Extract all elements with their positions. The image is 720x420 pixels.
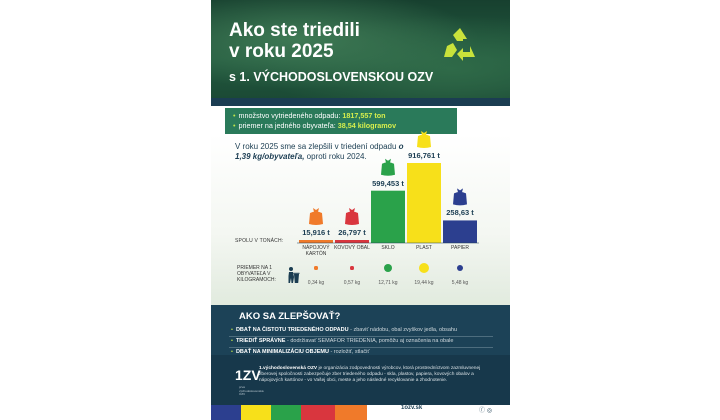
tip-rest: - zbaviť nádobu, obal zvyškov jedla, obsahu	[348, 327, 458, 333]
intro-text-1: V roku 2025 sme sa zlepšili v triedení odpadu	[235, 142, 397, 151]
tip-rest: - rozložiť, stlačiť	[328, 349, 370, 355]
bullet-icon: •	[233, 121, 236, 130]
per-capita-dot	[350, 266, 353, 269]
tip-rest: - dodržiavať SEMAFOR TRIEDENIA, pomôžu aj označenia na obale	[285, 338, 454, 344]
per-capita-dot	[314, 266, 317, 269]
instagram-icon[interactable]: ◎	[486, 408, 492, 414]
stat-average-value: 38,54 kilogramov	[337, 121, 397, 130]
bar-3	[407, 163, 441, 243]
paper-bag-icon	[453, 188, 467, 205]
website-link[interactable]: 1ozv.sk	[401, 405, 423, 411]
ozv-logo: 1ZV	[235, 367, 261, 383]
intro-bold: o 1,39 kg/obyvateľa,	[235, 142, 404, 161]
metal-bag-icon	[345, 208, 359, 225]
total-tons-label: SPOLU V TONÁCH:	[235, 238, 284, 244]
footer-brand: 1.východoslovenská OZV	[259, 366, 318, 371]
color-strip-green	[271, 405, 301, 420]
category-label: PLAST	[416, 245, 432, 251]
bar-1	[335, 240, 369, 243]
tip-correct-sorting	[231, 338, 501, 345]
title-line-2: v roku 2025	[229, 41, 334, 62]
bullet-icon: •	[231, 338, 233, 344]
footer-text: je organizácia zodpovednosti výrobcov, ktorá prostredníctvom zazmluvnenej zberovej spoločnosti zabezpečuje zber triedeného odpadu - skla, plastov, papiera, kovových obalov a nápojových kartónov - vo Vašej obci, meste a jeho následné recyklovanie a zhodnotenie.	[259, 366, 481, 383]
page-subtitle: s 1. VÝCHODOSLOVENSKOU OZV	[229, 70, 434, 84]
bar-value-label: 258,63 t	[446, 208, 474, 218]
bar-2	[371, 191, 405, 243]
bar-4	[443, 220, 477, 243]
intro-text-2: oproti roku 2024.	[306, 152, 367, 161]
tip-bold: TRIEDIŤ SPRÁVNE	[235, 338, 286, 344]
per-capita-value: 19,44 kg	[414, 280, 434, 286]
improve-title: AKO SA ZLEPŠOVAŤ?	[239, 311, 341, 322]
category-label: SKLO	[381, 245, 395, 251]
logo-tagline: prvá východoslovenská OZV	[239, 385, 264, 396]
per-capita-value: 0,34 kg	[307, 280, 325, 286]
color-strip-red	[301, 405, 335, 420]
footer-description	[259, 366, 495, 384]
stat-total-value: 1817,557 ton	[342, 111, 386, 120]
per-capita-value: 5,48 kg	[451, 280, 469, 286]
tip-cleanliness	[231, 327, 501, 334]
stat-total-label: množstvo vytriedeného odpadu:	[238, 111, 341, 120]
title-line-1: Ako ste triedili	[229, 20, 360, 41]
color-strip-orange	[335, 405, 367, 420]
per-capita-title: PRIEMER NA 1 OBYVATEĽA V KILOGRAMOCH:	[237, 265, 276, 283]
bullet-icon: •	[231, 327, 233, 333]
category-label: KOVOVÝ OBAL	[334, 245, 370, 251]
divider	[229, 347, 493, 348]
stat-average-label: priemer na jedného obyvateľa:	[238, 121, 336, 130]
tip-bold: DBAŤ NA MINIMALIZÁCIU OBJEMU	[235, 349, 329, 355]
carton-bag-icon	[309, 208, 323, 225]
color-strip-blue	[211, 405, 241, 420]
per-capita-value: 12,71 kg	[378, 280, 398, 286]
bar-value-label: 26,797 t	[338, 228, 366, 237]
plastic-bag-icon	[417, 131, 431, 148]
bar-0	[299, 240, 333, 243]
per-capita-value: 0,57 kg	[343, 280, 361, 286]
person-bin-icon	[286, 266, 300, 284]
bullet-icon: •	[231, 349, 233, 355]
glass-bag-icon	[381, 159, 395, 176]
social-icons[interactable]	[479, 405, 492, 414]
bar-value-label: 916,761 t	[408, 151, 440, 160]
poster	[211, 0, 510, 420]
color-strip-yellow	[241, 405, 271, 420]
bar-value-label: 15,916 t	[302, 228, 330, 237]
tip-bold: DBAŤ NA ČISTOTU TRIEDENÉHO ODPADU	[235, 327, 349, 333]
facebook-icon[interactable]: ⓕ	[479, 408, 486, 414]
bullet-icon: •	[233, 111, 236, 120]
footer	[211, 355, 510, 405]
category-label: PAPIER	[451, 245, 469, 251]
category-label: NÁPOJOVÝ KARTÓN	[302, 245, 330, 257]
divider	[229, 336, 493, 337]
bar-value-label: 599,453 t	[372, 178, 404, 188]
per-capita-dot	[419, 263, 429, 273]
